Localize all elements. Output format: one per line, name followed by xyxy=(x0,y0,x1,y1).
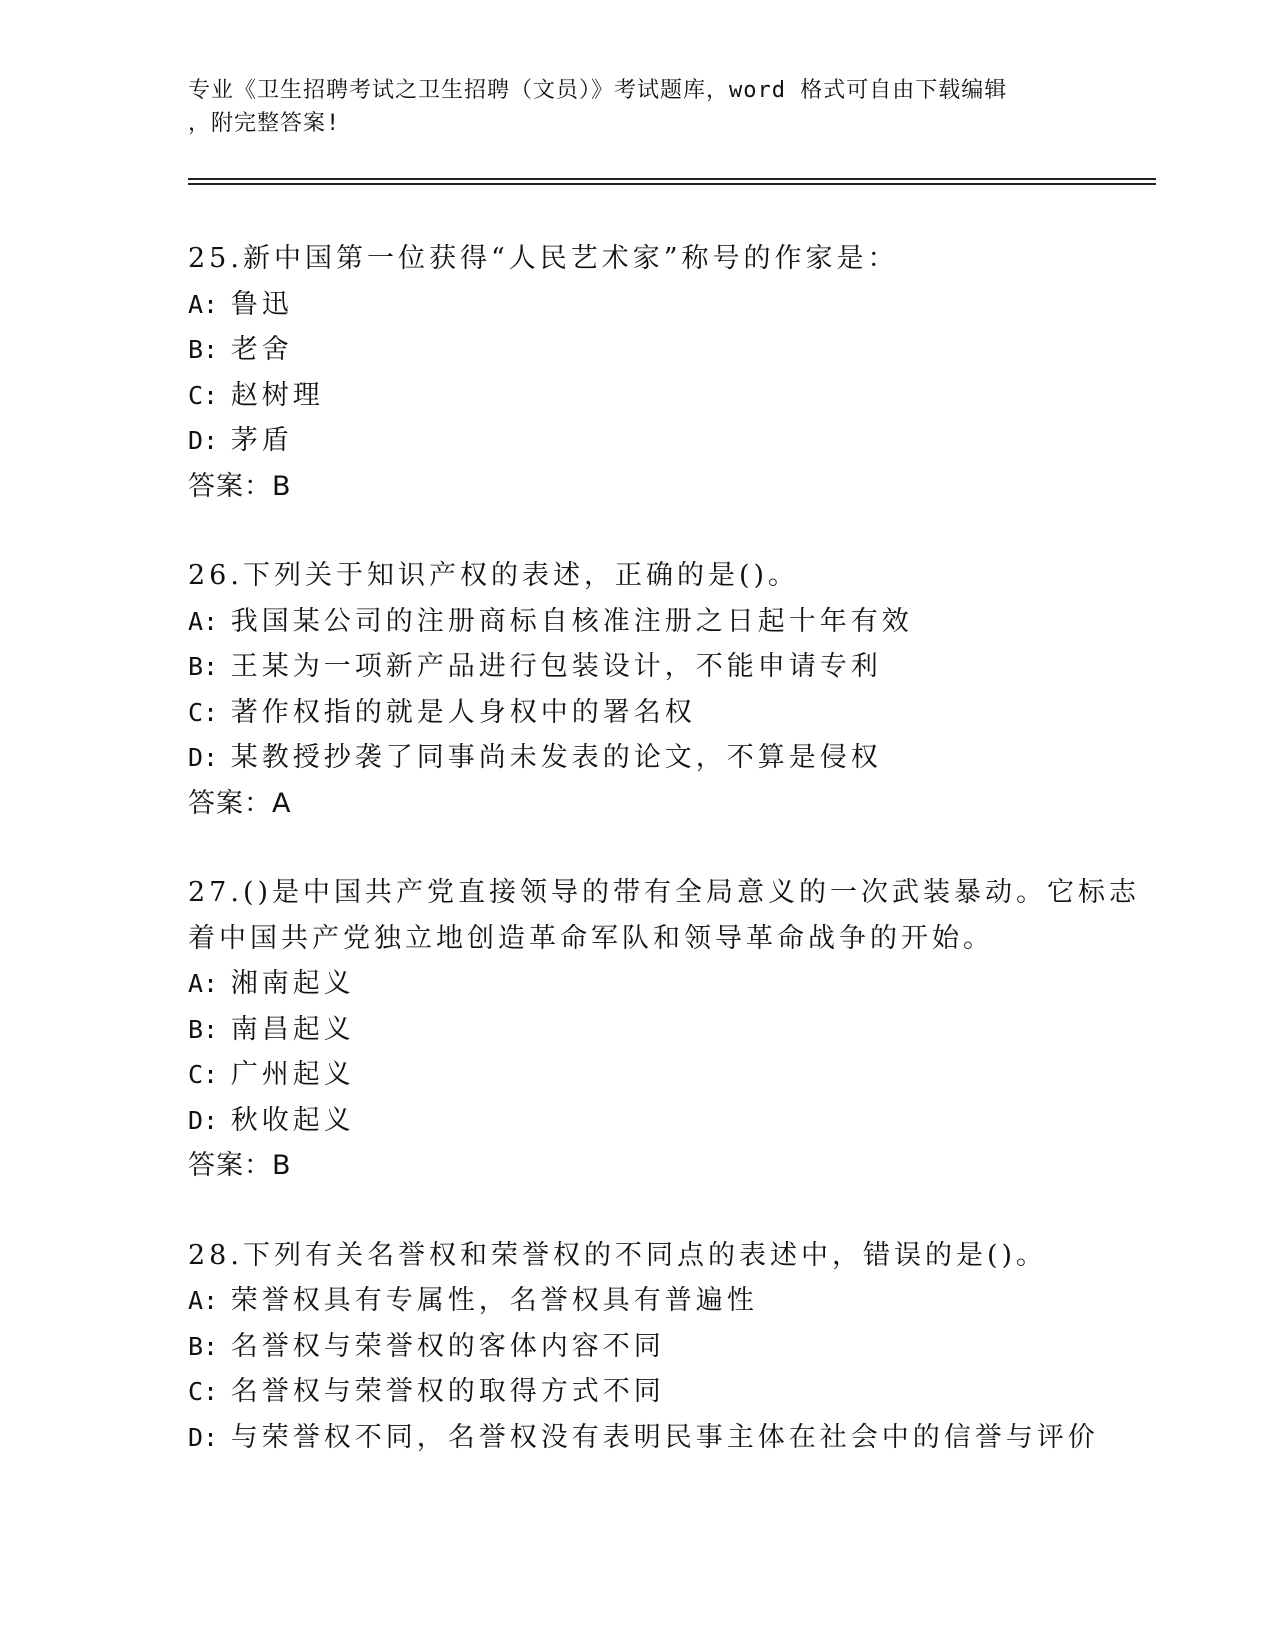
question-stem-line: 26.下列关于知识产权的表述，正确的是()。 xyxy=(188,560,800,591)
option-text: 某教授抄袭了同事尚未发表的论文，不算是侵权 xyxy=(230,742,882,773)
option-text: 广州起义 xyxy=(230,1059,355,1090)
header-line-2: ，附完整答案! xyxy=(188,111,341,136)
answer-line: 答案：A xyxy=(188,787,292,819)
option-label: D: xyxy=(188,1422,219,1452)
option-c xyxy=(188,1052,1148,1098)
option-text: 名誉权与荣誉权的取得方式不同 xyxy=(230,1376,665,1407)
answer-line: 答案：B xyxy=(188,1150,292,1181)
option-d xyxy=(188,418,1148,464)
option-text: 王某为一项新产品进行包装设计，不能申请专利 xyxy=(230,651,882,682)
question-28 xyxy=(188,1233,1148,1461)
option-c xyxy=(188,1369,1148,1415)
option-label: C: xyxy=(188,380,219,410)
option-a xyxy=(188,961,1148,1007)
option-text: 赵树理 xyxy=(230,379,324,411)
option-text: 老舍 xyxy=(230,334,293,365)
option-label: B: xyxy=(188,652,219,681)
question-stem xyxy=(188,870,1148,961)
option-text: 鲁迅 xyxy=(230,288,293,320)
option-text: 秋收起义 xyxy=(230,1104,355,1136)
document-header xyxy=(188,74,1068,140)
option-label: A: xyxy=(188,1286,219,1315)
option-a xyxy=(188,282,1148,328)
option-text: 南昌起义 xyxy=(230,1013,355,1045)
option-text: 名誉权与荣誉权的客体内容不同 xyxy=(230,1330,665,1362)
option-label: B: xyxy=(188,1014,219,1044)
header-rule-top xyxy=(188,178,1156,180)
question-stem-line: 27.()是中国共产党直接领导的带有全局意义的一次武装暴动。它标志 xyxy=(188,877,1141,908)
option-text: 著作权指的就是人身权中的署名权 xyxy=(230,696,696,728)
option-b xyxy=(188,327,1148,373)
option-label: C: xyxy=(188,697,219,727)
option-label: A: xyxy=(188,606,219,636)
option-label: B: xyxy=(188,335,219,364)
option-c xyxy=(188,373,1148,419)
option-label: D: xyxy=(188,743,219,772)
question-26 xyxy=(188,553,1148,826)
answer-line: 答案：B xyxy=(188,470,292,502)
option-text: 湘南起义 xyxy=(230,968,355,999)
option-a xyxy=(188,599,1148,645)
option-label: C: xyxy=(188,1060,219,1089)
option-label: D: xyxy=(188,1105,219,1135)
question-stem-line: 25.新中国第一位获得“人民艺术家”称号的作家是： xyxy=(188,243,899,274)
question-25 xyxy=(188,236,1148,509)
question-stem xyxy=(188,1233,1148,1279)
option-d xyxy=(188,1098,1148,1144)
option-b xyxy=(188,644,1148,690)
option-label: C: xyxy=(188,1377,219,1406)
option-label: A: xyxy=(188,969,219,998)
option-text: 与荣誉权不同，名誉权没有表明民事主体在社会中的信誉与评价 xyxy=(230,1421,1099,1453)
option-d xyxy=(188,735,1148,781)
option-label: D: xyxy=(188,426,219,455)
option-text: 荣誉权具有专属性，名誉权具有普遍性 xyxy=(230,1285,758,1316)
header-rule-bottom xyxy=(188,183,1156,185)
option-c xyxy=(188,690,1148,736)
option-b xyxy=(188,1324,1148,1370)
question-stem-line: 着中国共产党独立地创造革命军队和领导革命战争的开始。 xyxy=(188,922,994,954)
question-stem xyxy=(188,236,1148,282)
question-27 xyxy=(188,870,1148,1189)
option-label: A: xyxy=(188,289,219,319)
option-text: 茅盾 xyxy=(230,425,293,456)
option-label: B: xyxy=(188,1331,219,1361)
option-a xyxy=(188,1278,1148,1324)
question-stem xyxy=(188,553,1148,599)
question-list xyxy=(188,236,1148,1504)
header-line-1: 专业《卫生招聘考试之卫生招聘（文员）》考试题库，word 格式可自由下载编辑 xyxy=(188,78,1008,103)
option-text: 我国某公司的注册商标自核准注册之日起十年有效 xyxy=(230,605,913,637)
question-stem-line: 28.下列有关名誉权和荣誉权的不同点的表述中，错误的是()。 xyxy=(188,1239,1048,1271)
option-b xyxy=(188,1007,1148,1053)
option-d xyxy=(188,1415,1148,1461)
